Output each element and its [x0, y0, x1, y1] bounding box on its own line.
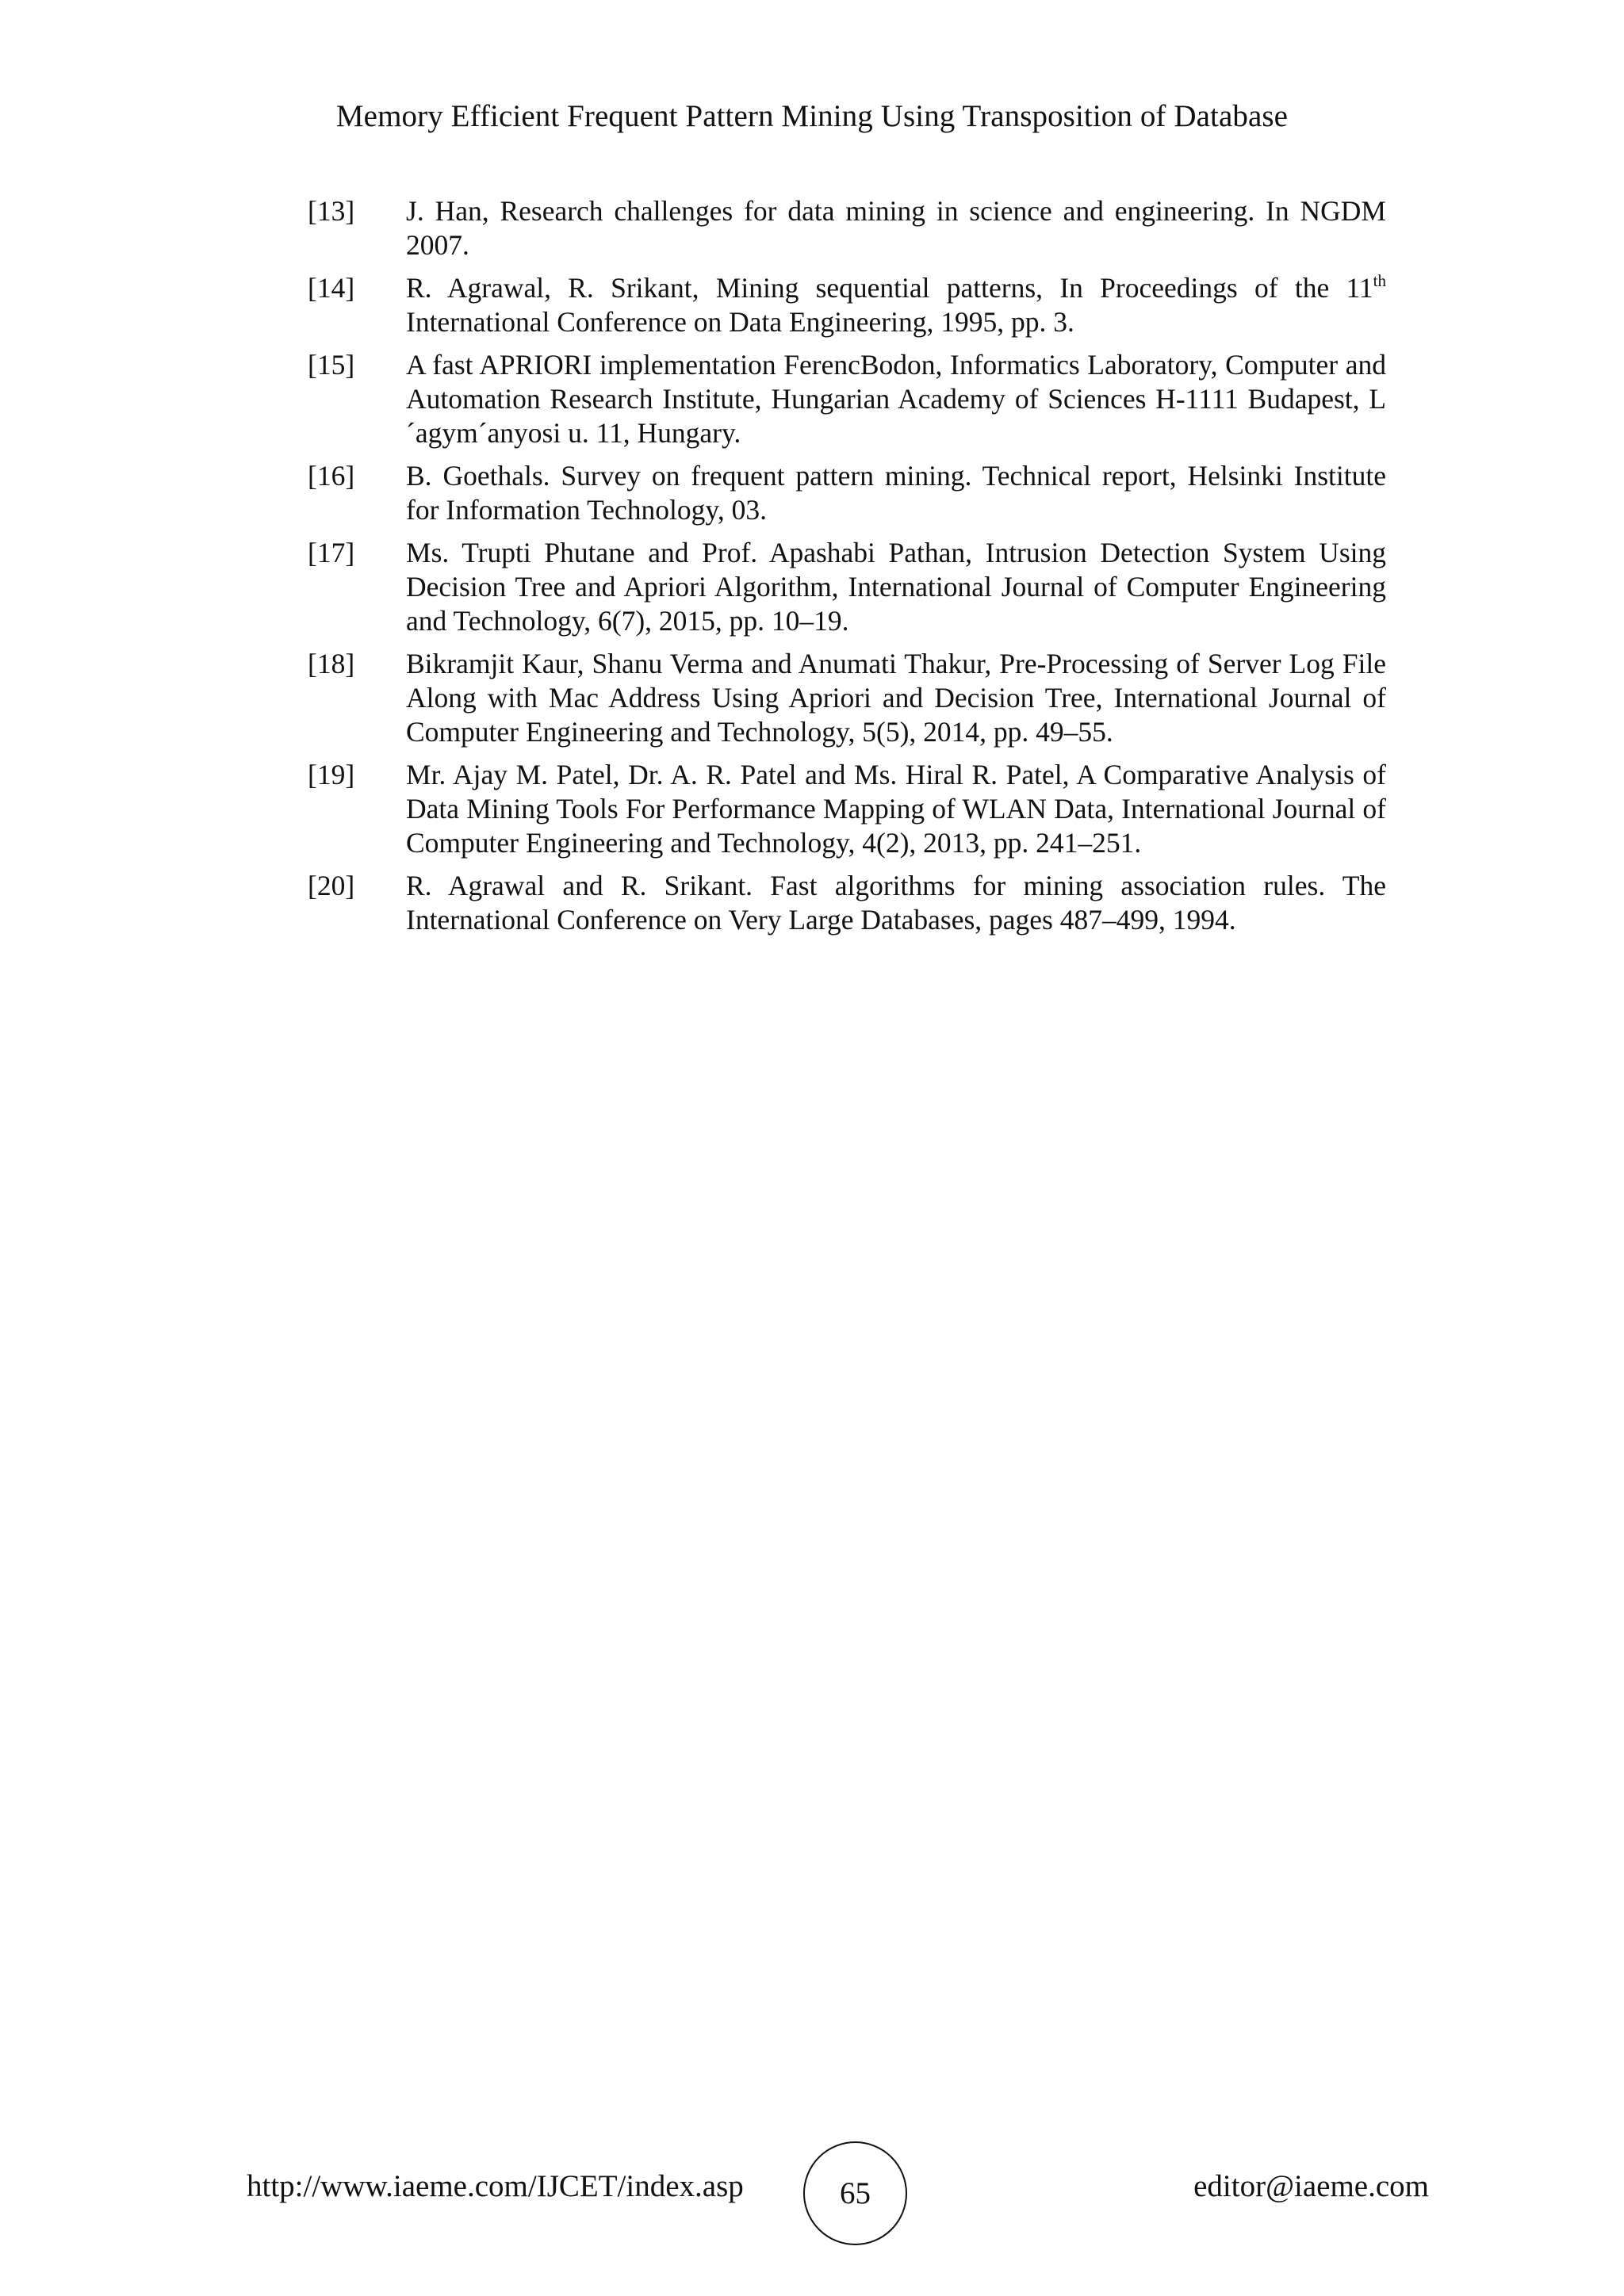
reference-number: [20] [308, 870, 355, 901]
reference-number: [18] [308, 648, 355, 679]
ordinal-superscript: th [1373, 271, 1386, 290]
reference-item-20 [308, 869, 1386, 937]
reference-number: [14] [308, 272, 355, 304]
reference-text-part: International Conference on Data Engineering, 1995, pp. 3. [406, 306, 1074, 338]
reference-number: [17] [308, 537, 355, 568]
reference-text: B. Goethals. Survey on frequent pattern mining. Technical report, Helsinki Institute for Information Technology, 03. [406, 460, 1386, 526]
running-header-title: Memory Efficient Frequent Pattern Mining Using Transposition of Database [335, 99, 1289, 133]
reference-number: [15] [308, 349, 355, 381]
footer-journal-url[interactable]: http://www.iaeme.com/IJCET/index.asp [247, 2169, 744, 2203]
reference-item-13 [308, 194, 1386, 262]
reference-item-19 [308, 758, 1386, 860]
reference-item-15 [308, 348, 1386, 450]
reference-text: Bikramjit Kaur, Shanu Verma and Anumati Thakur, Pre-Processing of Server Log File Along with Mac Address Using Apriori and Decision Tree, International Journal of Computer Engineering and Technology, 5(5), 2014, pp. 49–55. [406, 648, 1386, 748]
footer-page-number [803, 2141, 907, 2245]
page-number-text: 65 [840, 2176, 871, 2210]
reference-number: [13] [308, 195, 355, 227]
reference-number: [16] [308, 460, 355, 492]
reference-text: Mr. Ajay M. Patel, Dr. A. R. Patel and Ms. Hiral R. Patel, A Comparative Analysis of Data Mining Tools For Performance Mapping of WLAN Data, International Journal of Computer Engineering and Technology, 4(2), 2013, pp. 241–251. [406, 759, 1386, 859]
reference-list [308, 194, 1386, 946]
reference-text [406, 271, 1386, 339]
reference-text: A fast APRIORI implementation FerencBodon, Informatics Laboratory, Computer and Automation Research Institute, Hungarian Academy of Sciences H-1111 Budapest, L´agym´anyosi u. 11, Hungary. [406, 349, 1386, 449]
reference-item-16 [308, 459, 1386, 527]
reference-item-14 [308, 271, 1386, 339]
reference-number: [19] [308, 759, 355, 790]
footer-editor-email[interactable]: editor@iaeme.com [1193, 2169, 1429, 2203]
reference-item-18 [308, 647, 1386, 749]
reference-item-17 [308, 536, 1386, 638]
reference-text: R. Agrawal and R. Srikant. Fast algorithms for mining association rules. The International Conference on Very Large Databases, pages 487–499, 1994. [406, 870, 1386, 936]
reference-text-part: R. Agrawal, R. Srikant, Mining sequential patterns, In Proceedings of the 11 [406, 272, 1373, 304]
reference-text: Ms. Trupti Phutane and Prof. Apashabi Pathan, Intrusion Detection System Using Decision Tree and Apriori Algorithm, International Journal of Computer Engineering and Technology, 6(7), 2015, pp. 10–19. [406, 537, 1386, 637]
reference-text: J. Han, Research challenges for data mining in science and engineering. In NGDM 2007. [406, 195, 1386, 261]
